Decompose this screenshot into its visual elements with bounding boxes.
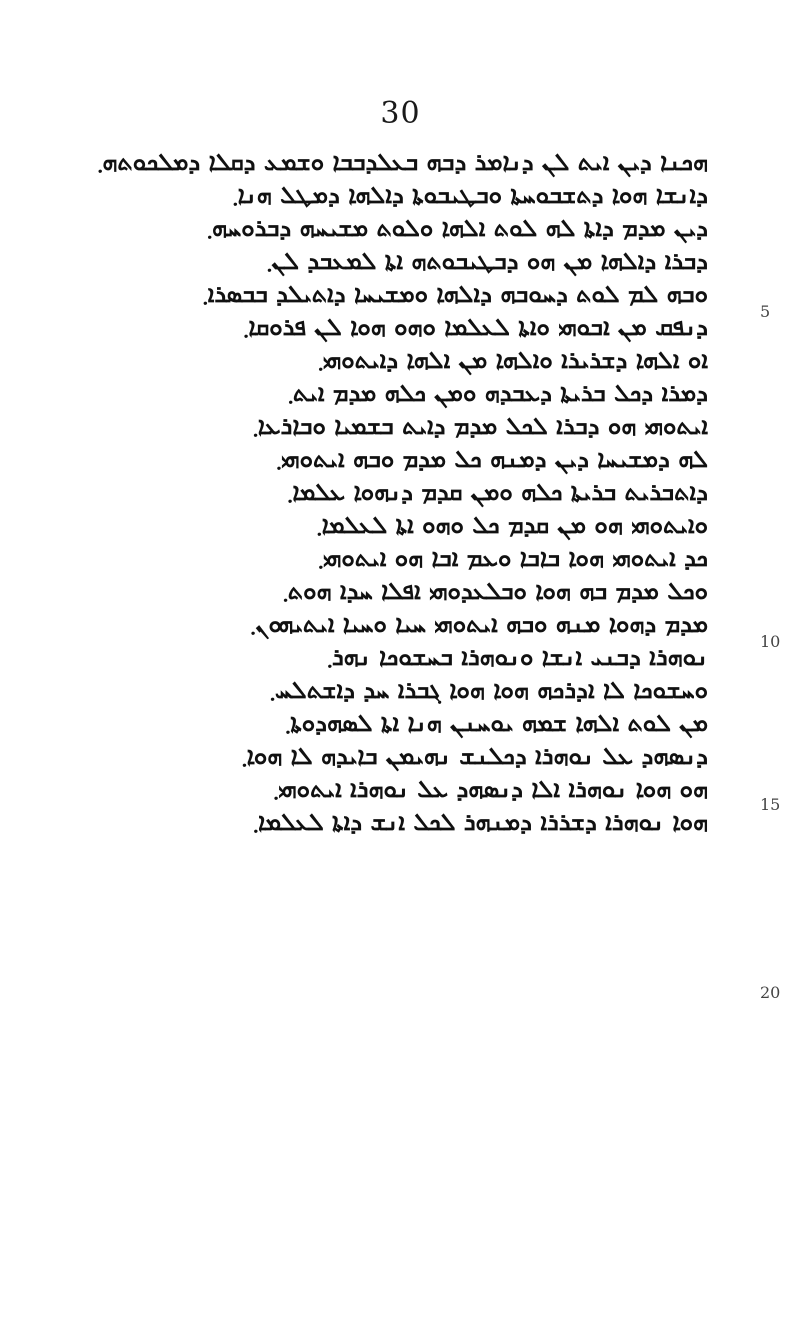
text-line: ܕܒܪܐ ܕܐܠܗܐ ܡܢ ܗܘ ܕܒܛܝܒܘܬܗ ܐܬܐ ܠܡܥܒܕ ܠܢ܂ <box>266 247 708 275</box>
text-line: ܕܢܦܩ ܡܢ ܐܒܘܗܝ ܘܐܬܐ ܠܥܠܡܐ ܘܗܘ ܗܘܐ ܠܢ ܦܪܘܩܐ܂ <box>243 313 708 341</box>
text-line: ܘܒܗ ܠܡ ܠܘܬ ܕܚܘܒܗ ܕܐܠܗܐ ܘܡܫܝܚܐ ܕܐܬܝܠܕ ܒܒܣܪܐ܂ <box>202 280 708 308</box>
margin-line-number: 20 <box>760 983 781 1002</box>
text-line: ܕܝܢ ܡܕܡ ܕܐܬܐ ܠܗ ܠܘܬ ܐܠܗܐ ܘܠܘܬ ܡܫܝܚܗ ܕܒܪܘܚܗ܂ <box>207 214 708 242</box>
text-line: ܘܐܝܬܘܗܝ ܗܘ ܡܢ ܩܕܡ ܟܠ ܘܗܘ ܐܬܐ ܠܥܠܡܐ܂ <box>316 511 708 539</box>
text-line: ܐܘ ܐܠܗܐ ܕܫܪܝܪܐ ܘܐܠܗܐ ܡܢ ܐܠܗܐ ܕܐܝܬܘܗܝ܂ <box>318 346 708 374</box>
margin-line-number: 15 <box>760 795 781 814</box>
text-line: ܕܐܢܫܐ ܗܘܐ ܕܬܫܒܘܚܬܐ ܘܒܛܝܒܘܬܐ ܕܐܠܗܐ ܕܡܛܠ ܗܢܐ܂ <box>232 181 708 209</box>
text-line: ܢܘܗܪܐ ܕܒܢܝ ܐܢܫܐ ܘܢܘܗܪܐ ܒܚܫܘܟܐ ܢܗܪ܂ <box>327 643 708 671</box>
syriac-text-body <box>98 146 708 839</box>
text-line: ܗܘ ܗܘܐ ܢܘܗܪܐ ܐܠܐ ܕܢܣܗܕ ܥܠ ܢܘܗܪܐ ܐܝܬܘܗܝ܂ <box>273 775 708 803</box>
margin-line-number: 10 <box>760 632 781 651</box>
page-number: 30 <box>380 96 421 131</box>
text-line: ܗܘܐ ܢܘܗܪܐ ܕܫܪܪܐ ܕܡܢܗܪ ܠܟܠ ܐܢܫ ܕܐܬܐ ܠܥܠܡܐ܂ <box>253 808 708 836</box>
text-line: ܠܗ ܕܡܫܝܚܐ ܕܝܢ ܕܡܢܗ ܟܠ ܡܕܡ ܘܒܗ ܐܝܬܘܗܝ܂ <box>276 445 708 473</box>
text-line: ܟܕ ܐܝܬܘܗܝ ܗܘܐ ܒܐܒܐ ܘܥܡ ܐܒܐ ܗܘ ܐܝܬܘܗܝ܂ <box>318 544 708 572</box>
text-line: ܡܢ ܠܘܬ ܐܠܗܐ ܫܡܗ ܝܘܚܢܢ ܗܢܐ ܐܬܐ ܠܣܗܕܘܬܐ܂ <box>285 709 708 737</box>
text-line: ܘܚܫܘܟܐ ܠܐ ܐܕܪܟܗ ܗܘܐ ܗܘܐ ܓܒܪܐ ܚܕ ܕܐܫܬܠܚ܂ <box>270 676 708 704</box>
text-line: ܐܝܬܘܗܝ ܗܘ ܕܒܪܐ ܠܟܠ ܡܕܡ ܕܐܝܬ ܒܫܡܝܐ ܘܒܐܪܥܐ܂ <box>252 412 708 440</box>
text-line: ܕܡܪܐ ܕܟܠ ܒܪܝܬܐ ܕܥܒܕܗ ܘܡܢ ܟܠܗ ܡܕܡ ܐܝܬ܂ <box>288 379 708 407</box>
margin-line-number: 5 <box>760 302 771 321</box>
text-line: ܘܟܠ ܡܕܡ ܒܗ ܗܘܐ ܘܒܠܥܕܘܗܝ ܐܦܠܐ ܚܕܐ ܗܘܬ܂ <box>282 577 708 605</box>
text-line: ܗܟܢܐ ܕܝܢ ܐܝܬ ܠܢ ܕܢܐܡܪ ܕܒܗ ܒܥܠܕܒܒܐ ܘܫܡܥ ܕܩܠܐ ܕܡܠܟܘܬܗ܂ <box>98 148 708 176</box>
text-line: ܕܢܣܗܕ ܥܠ ܢܘܗܪܐ ܕܟܠܢܫ ܢܗܝܡܢ ܒܐܝܕܗ ܠܐ ܗܘܐ܂ <box>241 742 708 770</box>
text-line: ܡܕܡ ܕܗܘܐ ܡܢܗ ܘܒܗ ܐܝܬܘܗܝ ܚܝܐ ܘܚܝܐ ܐܝܬܝܗܘܢ܂ <box>250 610 708 638</box>
text-line: ܕܐܬܒܪܝܬ ܒܪܝܬܐ ܟܠܗ ܘܡܢ ܩܕܡ ܕܢܗܘܐ ܥܠܡܐ܂ <box>287 478 708 506</box>
